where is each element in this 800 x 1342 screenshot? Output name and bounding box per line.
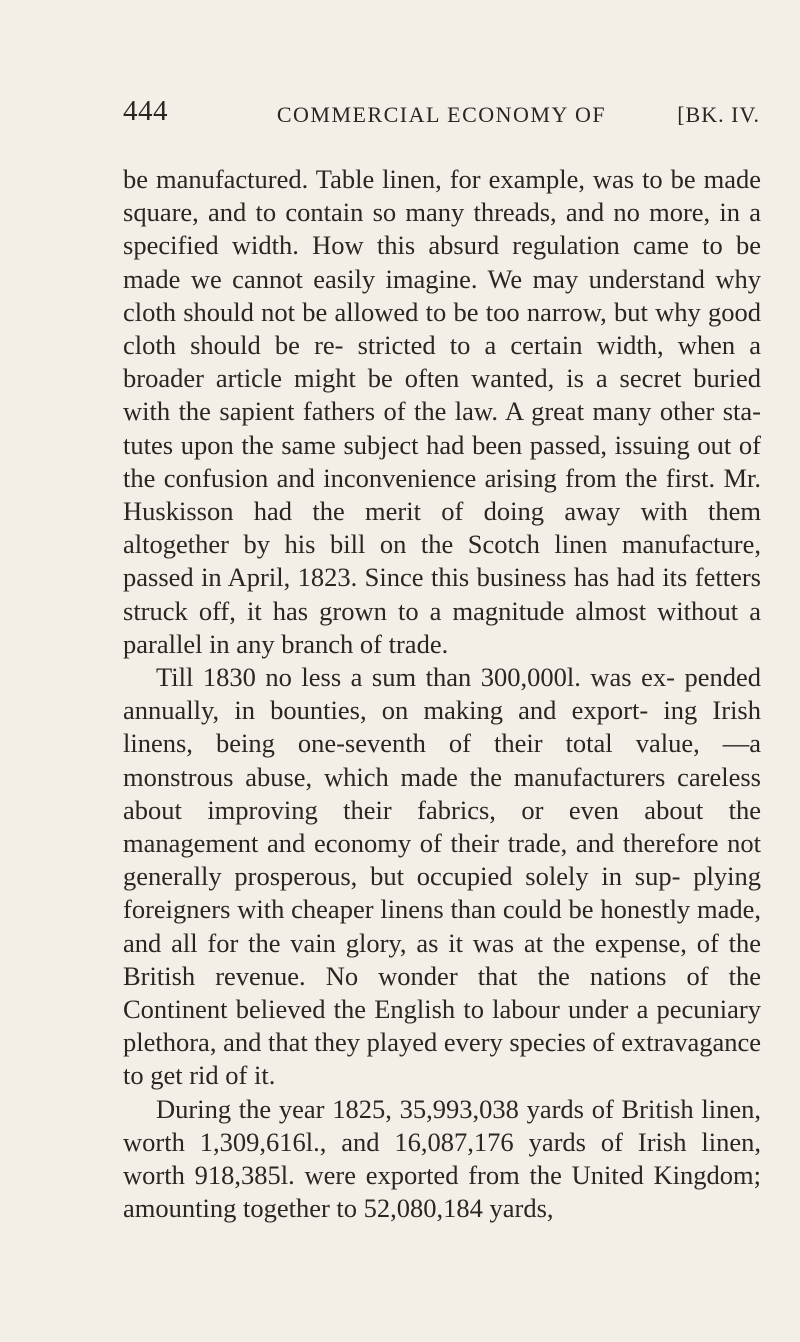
page-header <box>123 95 760 135</box>
page-number: 444 <box>123 95 168 127</box>
paragraph: Till 1830 no less a sum than 300,000l. was ex- pended annually, in bounties, on making and export- ing Irish linens, being one-seventh of their total value, —a monstrous abuse, which made the manufacturers careless about improving their fabrics, or even about the management and economy of their trade, and therefore not generally prosperous, but occupied solely in sup- plying foreigners with cheaper linens than could be honestly made, and all for the vain glory, as it was at the expense, of the British revenue. No wonder that the nations of the Continent believed the English to labour under a pecuniary plethora, and that they played every species of extravagance to get rid of it. <box>123 662 761 1091</box>
book-section-marker: [BK. IV. <box>677 102 760 127</box>
paragraph: During the year 1825, 35,993,038 yards of British linen, worth 1,309,616l., and 16,087,176 yards of Irish linen, worth 918,385l. were exported from the United Kingdom; amounting together to 52,080,184 yards, <box>123 1093 761 1224</box>
paragraph: be manufactured. Table linen, for example, was to be made square, and to contain so many threads, and no more, in a specified width. How this absurd regulation came to be made we cannot easily imagine. We may understand why cloth should not be allowed to be too narrow, but why good cloth should be re- stricted to a certain width, when a broader article might be often wanted, is a secret buried with the sapient fathers of the law. A great many other sta- tutes upon the same subject had been passed, issuing out of the confusion and inconvenience arising from the first. Mr. Huskisson had the merit of doing away with them altogether by his bill on the Scotch linen manufacture, passed in April, 1823. Since this business has had its fetters struck off, it has grown to a magnitude almost without a parallel in any branch of trade. <box>123 164 761 659</box>
running-title: COMMERCIAL ECONOMY OF <box>276 102 607 127</box>
body-text <box>123 163 761 1226</box>
